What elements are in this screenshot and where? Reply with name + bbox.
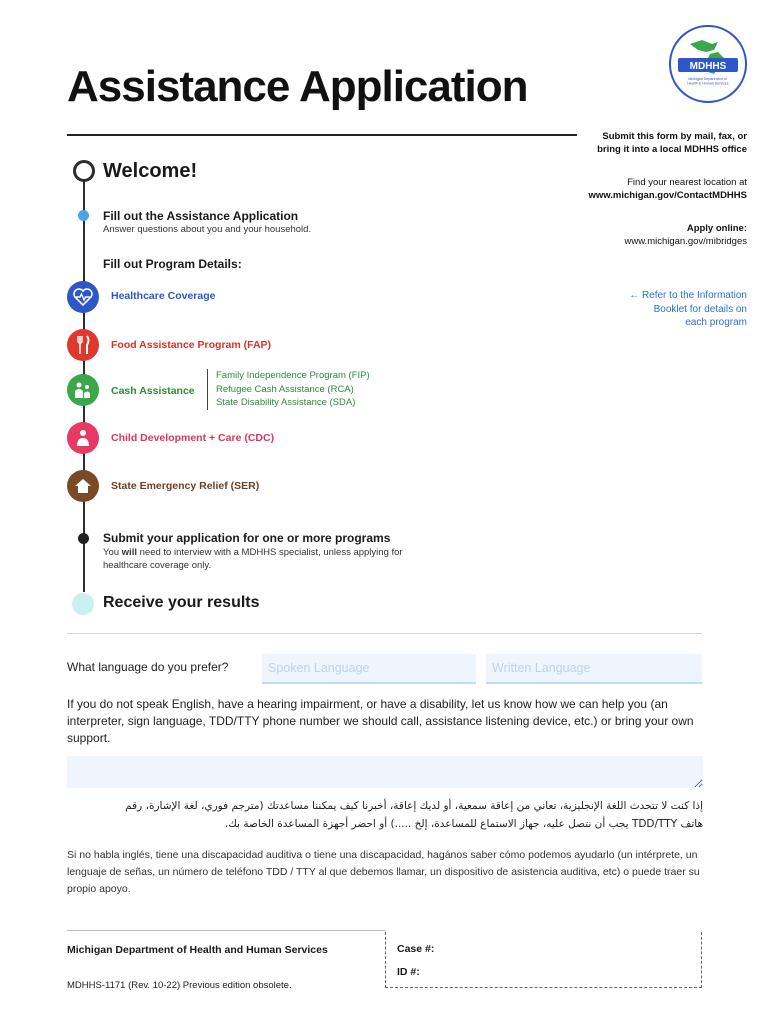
apply-online: Apply online: www.michigan.gov/mibridges [624,223,747,247]
svg-text:Michigan Department of Hea: Michigan Department of Health & Human Services [687,77,729,86]
id-number-label: ID #: [397,966,420,978]
logo-text: MDHHS [689,61,727,72]
program-details-heading: Fill out Program Details: [103,257,242,271]
footer-department: Michigan Department of Health and Human Services [67,944,328,956]
accessibility-help-arabic: إذا كنت لا تتحدث اللغة الإنجليزية، تعاني من إعاقة سمعية، أو لديك إعاقة، أخبرنا كيف يمكننا مساعدتك (مترجم فوري، لغة الإشارة، رقم هاتف TDD/TTY يجب أن نتصل عليه، جهاز الاستماع للمساعدة، إلخ .....) أو احضر أجهزة المساعدة الخاصة بك. [125,800,703,830]
house-icon [67,470,99,502]
program-ser: State Emergency Relief (SER) [111,480,260,492]
page-title: Assistance Application [67,62,528,111]
subprogram-rca: Refugee Cash Assistance (RCA) [216,383,354,395]
timeline-start-ring [73,160,95,182]
written-language-input[interactable] [486,654,702,684]
form-number: MDHHS-1171 (Rev. 10-22) Previous edition obsolete. [67,980,292,991]
mibridges-link[interactable]: www.michigan.gov/mibridges [624,236,747,247]
refer-booklet-note: ← Refer to the Information Booklet for details on each program [629,290,747,328]
find-location: Find your nearest location at www.michigan.gov/ContactMDHHS [588,177,747,201]
support-needs-input[interactable] [67,756,703,788]
submit-heading: Submit your application for one or more programs [103,531,391,545]
program-cdc: Child Development + Care (CDC) [111,432,275,444]
accessibility-help-spanish: Si no habla inglés, tiene una discapacidad auditiva o tiene una discapacidad, hagános saber cómo podemos ayudarlo (un intérprete, un lenguaje de señas, un número de teléfono TDD / TTY al que debemos llamar, un dispositivo de asistencia auditiva, etc) o puede traer su propio apoyo. [67,849,700,895]
program-fap: Food Assistance Program (FAP) [111,339,272,351]
child-icon [67,422,99,454]
fill-application-heading: Fill out the Assistance Application [103,209,299,223]
submit-subtext: You will need to interview with a MDHHS specialist, unless applying for healthcare coverage only. [103,547,403,571]
subprogram-fip: Family Independence Program (FIP) [216,370,370,381]
mdhhs-logo [668,24,748,104]
case-id-box [385,932,702,988]
accessibility-help-english: If you do not speak English, have a hearing impairment, or have a disability, let us know how we can help you (an interpreter, sign language, TDD/TTY phone number we should call, assistance listening device, etc.) or bring your own support. [67,697,694,745]
title-divider [67,134,577,136]
arrow-left-icon: ← [629,290,642,301]
program-healthcare: Healthcare Coverage [111,290,216,302]
timeline-dot-submit [78,533,89,544]
case-number-label: Case #: [397,943,435,955]
spoken-language-input[interactable] [262,654,476,684]
submit-instructions: Submit this form by mail, fax, or bring it into a local MDHHS office [597,131,747,155]
fill-application-subtext: Answer questions about you and your household. [103,224,312,235]
receive-results-heading: Receive your results [103,594,260,611]
program-cash: Cash Assistance [111,385,195,397]
timeline-dot-fill [78,210,89,221]
fork-knife-icon [67,329,99,361]
section-divider [67,633,702,634]
cash-subprograms [207,369,370,410]
footer-divider [67,930,385,931]
heart-pulse-icon [67,281,99,313]
language-question: What language do you prefer? [67,660,229,674]
family-icon [67,374,99,406]
subprogram-sda: State Disability Assistance (SDA) [216,397,356,408]
timeline-end-circle [72,593,94,615]
contact-link[interactable]: www.michigan.gov/ContactMDHHS [588,190,747,201]
welcome-heading: Welcome! [103,160,198,182]
